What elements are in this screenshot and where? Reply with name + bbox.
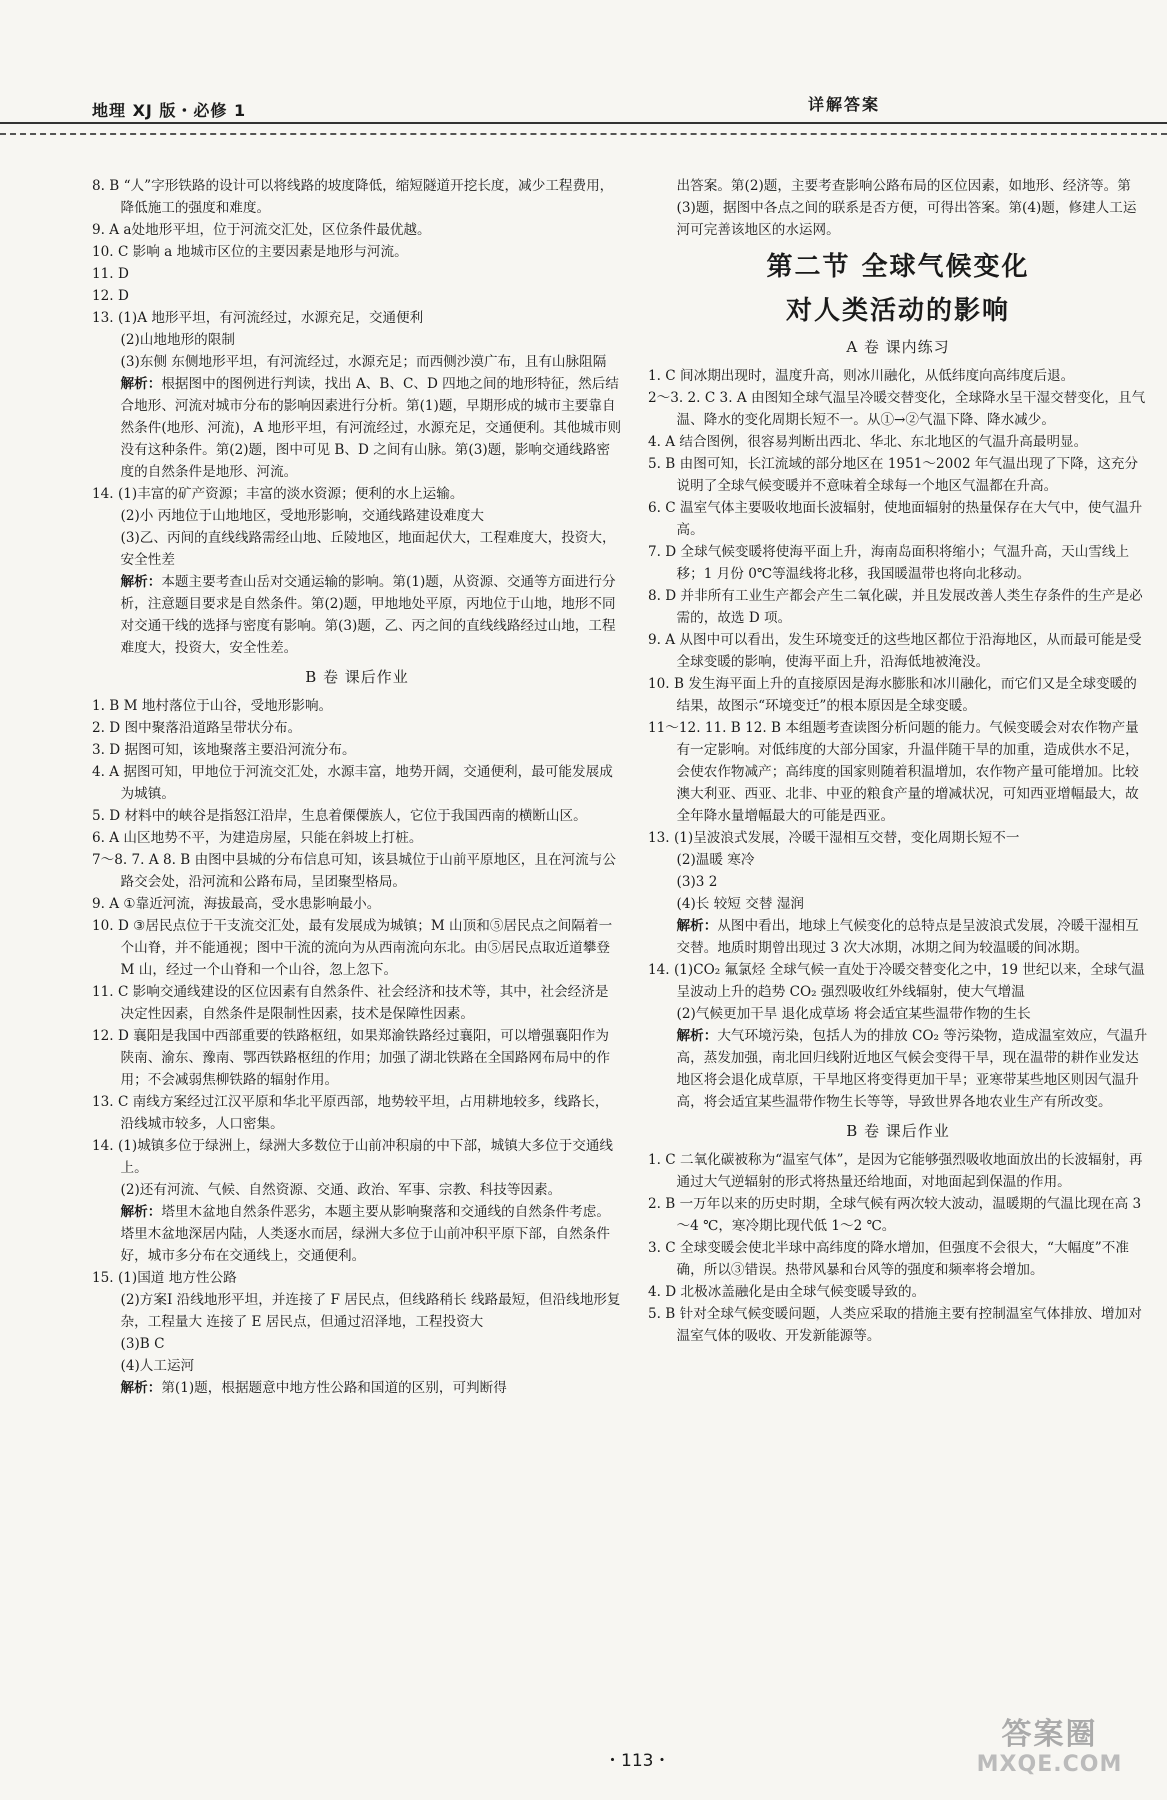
answer-item: 2～3. 2. C 3. A 由图知全球气温呈冷暖交替变化，全球降水呈干湿交替变化，且气温、降水的变化周期长短不一。从①→②气温下降、降水减少。 xyxy=(648,390,1146,428)
answer-item: 1. B M 地村落位于山谷，受地形影响。 xyxy=(92,698,333,714)
header-dashed-rule xyxy=(0,133,1167,135)
answer-subpart: (4)人工运河 xyxy=(120,1358,195,1374)
answer-item: 4. A 结合图例，很容易判断出西北、华北、东北地区的气温升高最明显。 xyxy=(648,434,1088,450)
answer-item: 6. C 温室气体主要吸收地面长波辐射，使地面辐射的热量保存在大气中，使气温升高。 xyxy=(648,500,1143,538)
explanation xyxy=(648,915,1148,959)
answer-item: 14. (1)城镇多位于绿洲上，绿洲大多数位于山前冲积扇的中下部，城镇大多位于交通线上。 xyxy=(92,1138,613,1176)
explanation-text: 第(1)题，根据题意中地方性公路和国道的区别，可判断得 xyxy=(161,1380,507,1396)
watermark-url: MXQE.COM xyxy=(976,1752,1123,1777)
answer-subpart: (3)3 2 xyxy=(676,874,718,890)
answer-item: 13. (1)呈波浪式发展，冷暖干湿相互交替，变化周期长短不一 xyxy=(648,830,1020,846)
section-heading: A 卷 课内练习 xyxy=(846,338,950,356)
watermark-logo xyxy=(952,1718,1147,1788)
answer-item: 6. A 山区地势不平，为建造房屋，只能在斜坡上打桩。 xyxy=(92,830,423,846)
explanation xyxy=(92,1377,622,1399)
answer-item: 10. B 发生海平面上升的直接原因是海水膨胀和冰川融化，而它们又是全球变暖的结果，故图示“环境变迁”的根本原因是全球变暖。 xyxy=(648,676,1137,714)
answer-item: 8. D 并非所有工业生产都会产生二氧化碳，并且发展改善人类生存条件的生产是必需的，故选 D 项。 xyxy=(648,588,1143,626)
answer-subpart: (2)小 丙地位于山地地区，受地形影响，交通线路建设难度大 xyxy=(120,508,484,524)
header-subject: 地理 XJ 版・必修 1 xyxy=(92,101,247,120)
header-section-title: 详解答案 xyxy=(808,95,881,114)
answer-item: 5. D 材料中的峡谷是指怒江沿岸，生息着傈僳族人，它位于我国西南的横断山区。 xyxy=(92,808,587,824)
answer-subpart: (2)温暖 寒冷 xyxy=(676,852,755,868)
answer-subpart: (2)还有河流、气候、自然资源、交通、政治、军事、宗教、科技等因素。 xyxy=(120,1182,562,1198)
page-number: ・113・ xyxy=(604,1751,671,1771)
explanation-text: 大气环境污染，包括人为的排放 CO₂ 等污染物，造成温室效应，气温升高，蒸发加强，南北回归线附近地区气候会变得干旱，现在温带的耕作业发达地区将会退化成草原，干旱地区将变得更加干旱；亚寒带某些地区则因气温升高，将会适宜某些温带作物生长等等，导致世界各地农业生产有所改变。 xyxy=(676,1028,1148,1110)
left-column xyxy=(92,175,622,1399)
answer-item: 4. A 据图可知，甲地位于河流交汇处，水源丰富，地势开阔，交通便利，最可能发展成为城镇。 xyxy=(92,764,613,802)
answer-item: 9. A ①靠近河流，海拔最高，受水患影响最小。 xyxy=(92,896,381,912)
explanation-text: 本题主要考查山岳对交通运输的影响。第(1)题，从资源、交通等方面进行分析，注意题目要求是自然条件。第(2)题，甲地地处平原，丙地位于山地，地形不同对交通干线的选择与密度有影响。第(3)题，乙、丙之间的直线线路经过山地，工程难度大，投资大，安全性差。 xyxy=(120,574,616,656)
explanation-label: 解析： xyxy=(120,1204,162,1220)
answer-item: 5. B 针对全球气候变暖问题，人类应采取的措施主要有控制温室气体排放、增加对温室气体的吸收、开发新能源等。 xyxy=(648,1306,1142,1344)
answer-item: 10. D ③居民点位于干支流交汇处，最有发展成为城镇；M 山顶和⑤居民点之间隔着一个山脊，并不能通视；图中干流的流向为从西南流向东北。由⑤居民点取近道攀登 M 山，经过一个山脊和一个山谷，忽上忽下。 xyxy=(92,918,613,978)
answer-subpart: (2)山地地形的限制 xyxy=(120,332,235,348)
section-heading: B 卷 课后作业 xyxy=(846,1122,950,1140)
answer-item: 13. C 南线方案经过江汉平原和华北平原西部，地势较平坦，占用耕地较多，线路长，沿线城市较多，人口密集。 xyxy=(92,1094,609,1132)
answer-item: 12. D xyxy=(92,288,129,304)
explanation-continued: 出答案。第(2)题，主要考查影响公路布局的区位因素，如地形、经济等。第(3)题，据图中各点之间的联系是否方便，可得出答案。第(4)题，修建人工运河可完善该地区的水运网。 xyxy=(676,178,1137,238)
explanation-text: 根据图中的图例进行判读，找出 A、B、C、D 四地之间的地形特征，然后结合地形、河流对城市分布的影响因素进行分析。第(1)题，早期形成的城市主要靠自然条件(地形、河流)，A 地形平坦，有河流经过，水源充足，交通便利。其他城市则没有这种条件。第(2)题，图中可见 B、D 之间有山脉。第(3)题，影响交通线路密度的自然条件是地形、河流。 xyxy=(120,376,622,480)
answer-subpart: (2)气候更加干旱 退化成草场 将会适宜某些温带作物的生长 xyxy=(676,1006,1031,1022)
explanation xyxy=(92,373,622,483)
answer-item: 11. D xyxy=(92,266,129,282)
answer-item: 4. D 北极冰盖融化是由全球气候变暖导致的。 xyxy=(648,1284,926,1300)
answer-item: 15. (1)国道 地方性公路 xyxy=(92,1270,237,1286)
answer-item: 11. C 影响交通线建设的区位因素有自然条件、社会经济和技术等，其中，社会经济是决定性因素，自然条件是限制性因素，技术是保障性因素。 xyxy=(92,984,609,1022)
chapter-title: 对人类活动的影响 xyxy=(785,296,1010,326)
answer-item: 12. D 襄阳是我国中西部重要的铁路枢纽，如果郑渝铁路经过襄阳，可以增强襄阳作为陕南、渝东、豫南、鄂西铁路枢纽的作用；加强了湖北铁路在全国路网布局中的作用；不会减弱焦柳铁路的辐射作用。 xyxy=(92,1028,610,1088)
answer-item: 3. D 据图可知，该地聚落主要沿河流分布。 xyxy=(92,742,356,758)
answer-item: 8. B “人”字形铁路的设计可以将线路的坡度降低，缩短隧道开挖长度，减少工程费用，降低施工的强度和难度。 xyxy=(92,178,614,216)
answer-item: 2. D 图中聚落沿道路呈带状分布。 xyxy=(92,720,302,736)
header-rule xyxy=(0,122,1167,124)
chapter-title: 第二节 全球气候变化 xyxy=(766,252,1030,282)
right-column xyxy=(648,175,1148,1347)
answer-subpart: (4)长 较短 交替 湿润 xyxy=(676,896,804,912)
answer-item: 7. D 全球气候变暖将使海平面上升，海南岛面积将缩小；气温升高，天山雪线上移；1 月份 0℃等温线将北移，我国暖温带也将向北移动。 xyxy=(648,544,1130,582)
answer-item: 9. A a处地形平坦，位于河流交汇处，区位条件最优越。 xyxy=(92,222,431,238)
explanation xyxy=(92,1201,622,1267)
answer-item: 9. A 从图中可以看出，发生环境变迁的这些地区都位于沿海地区，从而最可能是受全球变暖的影响，使海平面上升，沿海低地被淹没。 xyxy=(648,632,1142,670)
explanation-label: 解析： xyxy=(120,1380,162,1396)
answer-item: 7～8. 7. A 8. B 由图中县城的分布信息可知，该县城位于山前平原地区，且在河流与公路交会处，沿河流和公路布局，呈团聚型格局。 xyxy=(92,852,616,890)
explanation xyxy=(648,1025,1148,1113)
section-heading: B 卷 课后作业 xyxy=(305,668,409,686)
answer-item: 5. B 由图可知，长江流域的部分地区在 1951～2002 年气温出现了下降，这充分说明了全球气候变暖并不意味着全球每一个地区气温都在升高。 xyxy=(648,456,1139,494)
answer-subpart: (3)东侧 东侧地形平坦，有河流经过，水源充足；而西侧沙漠广布，且有山脉阻隔 xyxy=(120,354,607,370)
explanation-label: 解析： xyxy=(120,574,162,590)
answer-item: 10. C 影响 a 地城市区位的主要因素是地形与河流。 xyxy=(92,244,408,260)
explanation xyxy=(92,571,622,659)
answer-item: 3. C 全球变暖会使北半球中高纬度的降水增加，但强度不会很大，“大幅度”不准确，所以③错误。热带风暴和台风等的强度和频率将会增加。 xyxy=(648,1240,1129,1278)
answer-subpart: (2)方案Ⅰ 沿线地形平坦，并连接了 F 居民点，但线路稍长 线路最短，但沿线地形复杂，工程量大 连接了 E 居民点，但通过沼泽地，工程投资大 xyxy=(120,1292,621,1330)
explanation-label: 解析： xyxy=(120,376,162,392)
answer-item: 1. C 二氧化碳被称为“温室气体”，是因为它能够强烈吸收地面放出的长波辐射，再通过大气逆辐射的形式将热量还给地面，对地面起到保温的作用。 xyxy=(648,1152,1143,1190)
explanation-text: 从图中看出，地球上气候变化的总特点是呈波浪式发展，冷暖干湿相互交替。地质时期曾出现过 3 次大冰期，冰期之间为较温暖的间冰期。 xyxy=(676,918,1139,956)
answer-subpart: (3)B C xyxy=(120,1336,165,1352)
answer-item: 2. B 一万年以来的历史时期，全球气候有两次较大波动，温暖期的气温比现在高 3～4 ℃，寒冷期比现代低 1～2 ℃。 xyxy=(648,1196,1142,1234)
explanation-label: 解析： xyxy=(676,1028,718,1044)
answer-item: 13. (1)A 地形平坦，有河流经过，水源充足，交通便利 xyxy=(92,310,424,326)
explanation-label: 解析： xyxy=(676,918,718,934)
answer-subpart: (3)乙、丙间的直线线路需经山地、丘陵地区，地面起伏大，工程难度大，投资大，安全性差 xyxy=(120,530,616,568)
answer-item: 11～12. 11. B 12. B 本组题考查读图分析问题的能力。气候变暖会对农作物产量有一定影响。对低纬度的大部分国家，升温伴随干旱的加重，造成供水不足，会使农作物减产；高纬度的国家则随着积温增加，农作物产量可能增加。比较澳大利亚、西亚、北非、中亚的粮食产量的增减状况，可知西亚增幅最大，故全年降水量增幅最大的可能是西亚。 xyxy=(648,720,1139,824)
watermark-text: 答案圈 xyxy=(1001,1717,1098,1752)
answer-item: 1. C 间冰期出现时，温度升高，则冰川融化，从低纬度向高纬度后退。 xyxy=(648,368,1075,384)
answer-item: 14. (1)CO₂ 氟氯烃 全球气候一直处于冷暖交替变化之中，19 世纪以来，全球气温呈波动上升的趋势 CO₂ 强烈吸收红外线辐射，使大气增温 xyxy=(648,962,1145,1000)
explanation-text: 塔里木盆地自然条件恶劣，本题主要从影响聚落和交通线的自然条件考虑。塔里木盆地深居内陆，人类逐水而居，绿洲大多位于山前冲积平原下部，自然条件好，城市多分布在交通线上，交通便利。 xyxy=(120,1204,610,1264)
answer-item: 14. (1)丰富的矿产资源；丰富的淡水资源；便利的水上运输。 xyxy=(92,486,464,502)
